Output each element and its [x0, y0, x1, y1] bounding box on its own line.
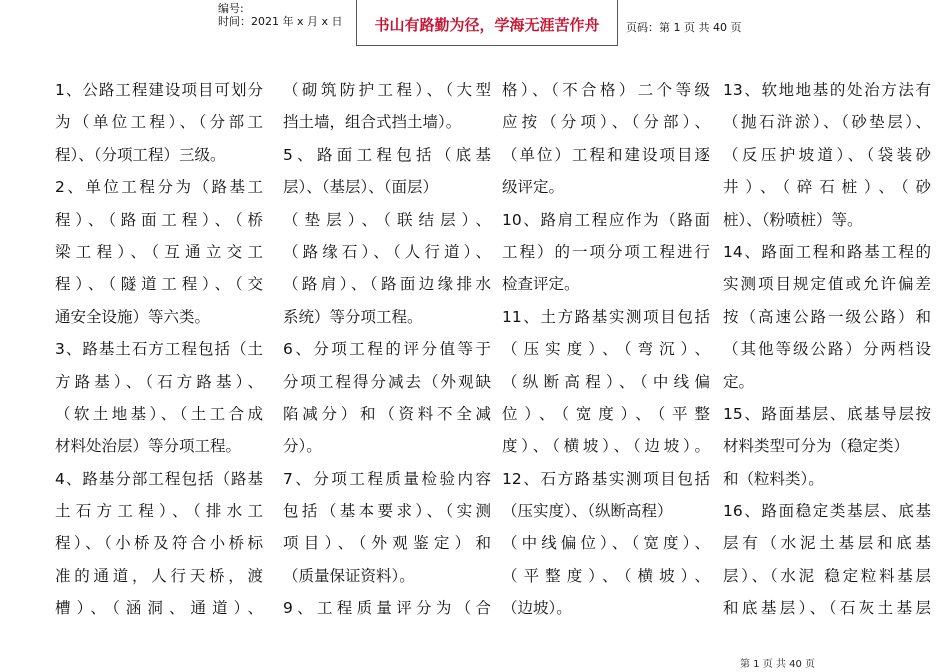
- text-line: 度）、（横坡）、（边坡）。: [502, 437, 710, 456]
- text-line: （垫层）、（联结层）、: [283, 210, 491, 229]
- text-line: （砌筑防护工程）、（大型: [283, 81, 491, 99]
- text-line: 程）、（分项工程）三级。: [55, 145, 226, 164]
- text-line: 项目）、（外观鉴定）和: [283, 534, 491, 553]
- text-line: 层）、（水泥 稳定粒料基层: [723, 566, 931, 585]
- text-line: （路缘石）、（人行道）、: [283, 242, 491, 261]
- text-column-4: [723, 74, 931, 625]
- time-label: 时间：2021 年 x 月 x 日: [218, 15, 343, 28]
- text-line: 检查评定。: [502, 275, 580, 294]
- text-line: 为（单位工程）、（分部工: [55, 113, 263, 132]
- text-line: 15、路面基层、底基导层按: [723, 404, 931, 423]
- text-line: （平整度）、（横坡）、: [502, 566, 710, 585]
- text-line: （压实度）、（纵断高程）: [502, 502, 673, 521]
- text-line: 准的通道，人行天桥，渡: [55, 566, 263, 585]
- motto-text: 书山有路勤为径，学海无涯苦作舟: [374, 16, 600, 34]
- text-line: 方路基）、（石方路基）、: [55, 372, 263, 391]
- text-line: 程）、（路面工程）、（桥: [55, 210, 263, 229]
- text-line: 格）、（不合格）二个等级: [502, 81, 710, 99]
- text-column-2: [283, 74, 491, 625]
- text-line: 层）、（基层）、（面层）: [283, 178, 439, 197]
- text-line: 10、路肩工程应作为（路面: [502, 210, 710, 229]
- text-line: 分项工程得分减去（外观缺: [283, 372, 491, 391]
- text-line: 材料处治层）等分项工程。: [55, 437, 242, 456]
- text-line: （软土地基）、（土工合成: [55, 404, 263, 423]
- header-motto-cell: [356, 0, 618, 46]
- text-line: 分）。: [283, 437, 322, 456]
- page-header: [208, 0, 748, 46]
- text-line: （质量保证资料）。: [283, 566, 415, 585]
- text-line: 通安全设施）等六类。: [55, 307, 211, 326]
- text-line: （其他等级公路）分两档设: [723, 340, 931, 359]
- text-line: 层有（水泥土基层和底基: [723, 534, 931, 553]
- text-line: 5、路面工程包括（底基: [283, 145, 491, 164]
- text-line: 位）、（宽度）、（平整: [502, 404, 710, 423]
- text-line: 工程）的一项分项工程进行: [502, 242, 710, 261]
- number-label: 编号:: [218, 2, 244, 15]
- text-line: 实测项目规定值或允许偏差: [723, 275, 931, 294]
- text-line: （单位）工程和建设项目逐: [502, 145, 710, 164]
- text-line: 12、石方路基实测项目包括: [502, 469, 710, 488]
- text-column-1: [55, 74, 263, 625]
- text-line: （纵断高程）、（中线偏: [502, 372, 710, 391]
- text-line: 2、单位工程分为（路基工: [55, 178, 263, 197]
- text-line: 16、路面稳定类基层、底基: [723, 502, 931, 521]
- text-line: 7、分项工程质量检验内容: [283, 469, 491, 488]
- text-line: 系统）等分项工程。: [283, 307, 423, 326]
- text-line: 包括（基本要求）、（实测: [283, 502, 491, 521]
- text-line: 按（高速公路一级公路）和: [723, 307, 931, 326]
- page-footer: 第 1 页 共 40 页: [740, 659, 815, 670]
- text-line: 级评定。: [502, 178, 565, 197]
- text-line: （抛石浒淤）、（砂垫层）、: [723, 113, 931, 132]
- text-line: 井）、（碎石桩）、（砂: [723, 178, 931, 197]
- text-line: （中线偏位）、（宽度）、: [502, 534, 710, 553]
- document-body: [55, 74, 935, 634]
- text-line: 程）、（隧道工程）、（交: [55, 275, 263, 294]
- text-column-3: [502, 74, 710, 625]
- header-page-cell: [618, 0, 748, 46]
- text-line: 应按（分项）、（分部）、: [502, 113, 710, 132]
- text-line: （反压护坡道）、（袋装砂: [723, 145, 931, 164]
- text-line: 14、路面工程和路基工程的: [723, 242, 931, 261]
- text-line: 梁工程）、（互通立交工: [55, 242, 263, 261]
- text-line: 和底基层）、（石灰土基层: [723, 599, 931, 618]
- text-line: 11、土方路基实测项目包括: [502, 307, 710, 326]
- text-line: 3、路基土石方工程包括（土: [55, 340, 263, 359]
- text-line: 9、工程质量评分为（合: [283, 599, 491, 618]
- text-line: 桩）、（粉喷桩）等。: [723, 210, 863, 229]
- text-line: 程）、（小桥及符合小桥标: [55, 534, 263, 553]
- text-line: 挡土墙，组合式挡土墙）。: [283, 113, 462, 132]
- text-line: 和（粒料类）。: [723, 469, 824, 488]
- text-line: 13、软地地基的处治方法有: [723, 81, 931, 99]
- header-page-label: 页码：第 1 页 共 40 页: [626, 21, 742, 34]
- text-line: 定。: [723, 372, 755, 391]
- text-line: 槽）、（涵洞、通道）、: [55, 599, 263, 618]
- text-line: 6、分项工程的评分值等于: [283, 340, 491, 359]
- text-line: 土石方工程）、（排水工: [55, 502, 263, 521]
- text-line: 4、路基分部工程包括（路基: [55, 469, 263, 488]
- header-left-cell: [208, 0, 356, 46]
- text-line: 材料类型可分为（稳定类）: [723, 437, 910, 456]
- text-line: （路肩）、（路面边缘排水: [283, 275, 491, 294]
- text-line: 陷减分）和（资料不全减: [283, 404, 491, 423]
- text-line: 1、公路工程建设项目可划分: [55, 81, 263, 99]
- text-line: （压实度）、（弯沉）、: [502, 340, 710, 359]
- text-line: （边坡）。: [502, 599, 572, 618]
